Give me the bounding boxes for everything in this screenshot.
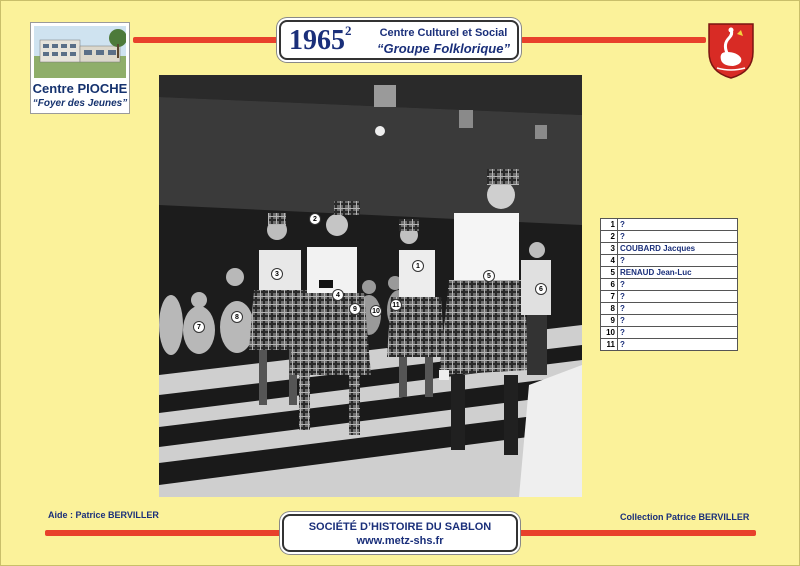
identification-row	[601, 255, 738, 267]
row-name: ?	[618, 291, 738, 303]
title-line-1: Centre Culturel et Social	[379, 27, 508, 39]
row-number: 9	[601, 315, 618, 327]
header-line-right	[521, 37, 706, 43]
marker-8: 8	[231, 311, 243, 323]
footer-credit-left: Aide : Patrice BERVILLER	[48, 510, 159, 520]
marker-4: 4	[332, 289, 344, 301]
header-line-left	[133, 37, 279, 43]
society-name: SOCIÉTÉ D’HISTOIRE DU SABLON	[308, 521, 492, 533]
row-number: 8	[601, 303, 618, 315]
identification-row	[601, 231, 738, 243]
row-number: 3	[601, 243, 618, 255]
marker-10: 10	[370, 305, 382, 317]
identification-row	[601, 327, 738, 339]
identification-row	[601, 267, 738, 279]
marker-11: 11	[390, 299, 402, 311]
row-number: 2	[601, 231, 618, 243]
row-name: ?	[618, 303, 738, 315]
row-name: ?	[618, 219, 738, 231]
logo-subtitle: “Foyer des Jeunes”	[32, 98, 128, 109]
identification-row	[601, 243, 738, 255]
row-number: 7	[601, 291, 618, 303]
footer-line-right	[518, 530, 756, 536]
title-year	[289, 22, 352, 57]
year-text: 1965	[289, 25, 345, 56]
row-name: ?	[618, 315, 738, 327]
row-number: 11	[601, 339, 618, 351]
marker-6: 6	[535, 283, 547, 295]
group-photo	[159, 75, 582, 497]
row-number: 10	[601, 327, 618, 339]
identification-row	[601, 339, 738, 351]
marker-3: 3	[271, 268, 283, 280]
year-superscript: 2	[345, 22, 352, 38]
marker-1: 1	[412, 260, 424, 272]
row-number: 1	[601, 219, 618, 231]
logo-title: Centre PIOCHE	[32, 81, 128, 96]
identification-row	[601, 315, 738, 327]
footer-line-left	[45, 530, 282, 536]
title-line-2: “Groupe Folklorique”	[377, 41, 510, 56]
title-box	[279, 20, 519, 60]
footer-box	[282, 514, 518, 552]
row-name: ?	[618, 339, 738, 351]
footer-credit-right: Collection Patrice BERVILLER	[620, 512, 750, 522]
row-name: ?	[618, 279, 738, 291]
row-name: ?	[618, 255, 738, 267]
identification-row	[601, 291, 738, 303]
marker-7: 7	[193, 321, 205, 333]
row-name: COUBARD Jacques	[618, 243, 738, 255]
identification-row	[601, 303, 738, 315]
building-photo	[34, 26, 126, 78]
marker-9: 9	[349, 303, 361, 315]
row-name: RENAUD Jean-Luc	[618, 267, 738, 279]
centre-logo	[30, 22, 130, 114]
row-name: ?	[618, 327, 738, 339]
row-number: 6	[601, 279, 618, 291]
row-name: ?	[618, 231, 738, 243]
identification-row	[601, 219, 738, 231]
identification-table	[600, 218, 738, 351]
marker-5: 5	[483, 270, 495, 282]
marker-2: 2	[309, 213, 321, 225]
website-link[interactable]: www.metz-shs.fr	[356, 535, 444, 547]
coat-of-arms-icon	[707, 22, 755, 80]
identification-row	[601, 279, 738, 291]
row-number: 5	[601, 267, 618, 279]
row-number: 4	[601, 255, 618, 267]
